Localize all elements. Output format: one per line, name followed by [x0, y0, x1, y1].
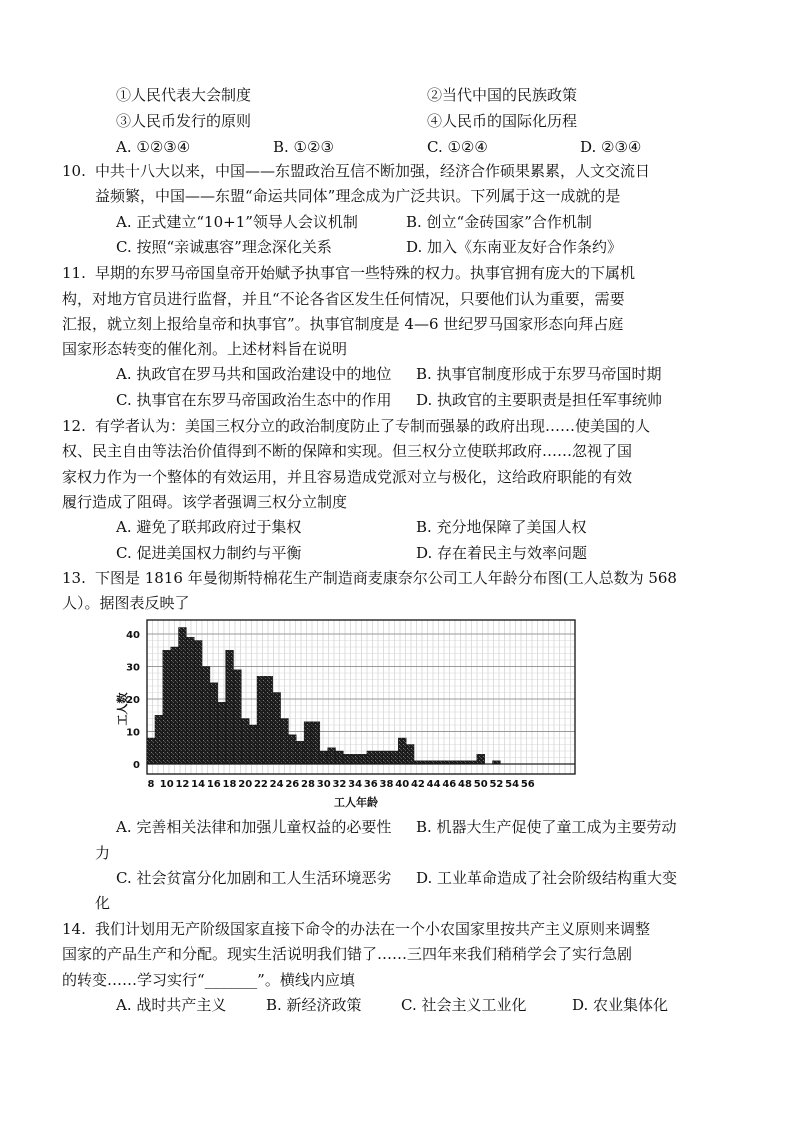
- q9-item-3: ③人民币发行的原则: [116, 112, 252, 130]
- q11-option-c[interactable]: C. 执事官在东罗马帝国政治生态中的作用: [116, 391, 392, 409]
- bar: [351, 754, 359, 764]
- q13-option-c[interactable]: C. 社会贫富分化加剧和工人生活环境恶劣: [116, 869, 392, 887]
- q9-option-d[interactable]: D. ②③④: [580, 138, 642, 156]
- q13-option-b-wrap: 力: [95, 844, 111, 862]
- y-tick-label: 40: [126, 630, 140, 641]
- x-tick-label: 34: [348, 779, 363, 790]
- x-tick-label: 20: [238, 779, 253, 790]
- bar: [281, 719, 289, 765]
- q9-item-1: ①人民代表大会制度: [116, 86, 252, 104]
- bar: [406, 745, 414, 765]
- bar: [194, 641, 202, 765]
- q12-stem-line: 权、民主自由等法治价值得到不断的保障和实现。但三权分立使联邦政府……忽视了国: [62, 442, 633, 460]
- x-tick-label: 10: [159, 779, 174, 790]
- x-tick-label: 54: [505, 779, 520, 790]
- q9-item-4: ④人民币的国际化历程: [427, 112, 578, 130]
- bar: [493, 761, 501, 764]
- x-tick-label: 48: [458, 779, 472, 790]
- x-tick-label: 42: [410, 779, 425, 790]
- q14-option-c[interactable]: C. 社会主义工业化: [401, 996, 527, 1014]
- bar: [312, 722, 320, 764]
- q12-option-b[interactable]: B. 充分地保障了美国人权: [416, 518, 587, 536]
- x-tick-label: 44: [426, 779, 441, 790]
- q12-stem-line: 家权力作为一个整体的有效运用，并且容易造成党派对立与极化，这给政府职能的有效: [62, 468, 633, 486]
- bar: [367, 751, 375, 764]
- bar: [414, 761, 422, 764]
- q13-option-a[interactable]: A. 完善相关法律和加强儿童权益的必要性: [116, 818, 392, 836]
- q12-number: 12.: [62, 417, 86, 435]
- bar: [257, 676, 265, 764]
- bar: [390, 751, 398, 764]
- bar: [336, 751, 344, 764]
- q14-stem-line: 国家的产品生产和分配。现实生活说明我们错了……三四年来我们稍稍学会了实行急剧: [62, 945, 633, 963]
- q9-option-c[interactable]: C. ①②④: [427, 138, 488, 156]
- bar: [469, 761, 477, 764]
- x-tick-label: 36: [363, 779, 378, 790]
- q11-option-d[interactable]: D. 执政官的主要职责是担任军事统帅: [416, 391, 663, 409]
- x-tick-label: 40: [395, 779, 410, 790]
- x-tick-label: 16: [206, 779, 221, 790]
- x-tick-label: 30: [316, 779, 331, 790]
- y-tick-label: 0: [133, 760, 140, 771]
- q13-number: 13.: [62, 569, 86, 587]
- q14-option-b[interactable]: B. 新经济政策: [266, 996, 362, 1014]
- q14-option-a[interactable]: A. 战时共产主义: [116, 996, 227, 1014]
- q10-stem-line: 益频繁，中国——东盟“命运共同体”理念成为广泛共识。下列属于这一成就的是: [95, 187, 621, 205]
- q9-item-2: ②当代中国的民族政策: [427, 86, 578, 104]
- age-distribution-chart: [112, 614, 582, 810]
- bar: [438, 761, 446, 764]
- bar: [304, 722, 312, 764]
- bar: [163, 650, 171, 764]
- bar: [179, 628, 187, 765]
- q13-option-d[interactable]: D. 工业革命造成了社会阶级结构重大变: [416, 869, 678, 887]
- x-tick-label: 24: [269, 779, 284, 790]
- bar: [461, 761, 469, 764]
- q14-stem-line: 我们计划用无产阶级国家直接下命令的办法在一个小农国家里按共产主义原则来调整: [95, 920, 651, 938]
- bar: [477, 754, 485, 764]
- q10-option-d[interactable]: D. 加入《东南亚友好合作条约》: [406, 238, 623, 256]
- bar: [343, 754, 351, 764]
- x-tick-label: 32: [332, 779, 347, 790]
- bar: [155, 715, 163, 764]
- y-tick-label: 10: [126, 727, 140, 739]
- y-tick-label: 30: [126, 662, 140, 674]
- x-tick-label: 50: [473, 779, 488, 790]
- q11-stem-line: 早期的东罗马帝国皇帝开始赋予执事官一些特殊的权力。执事官拥有庞大的下属机: [95, 264, 636, 282]
- q13-stem-line: 人）。据图表反映了: [62, 594, 190, 612]
- q10-option-c[interactable]: C. 按照“亲诚惠容”理念深化关系: [116, 238, 332, 256]
- bar: [430, 761, 438, 764]
- q13-option-d-wrap: 化: [95, 894, 111, 912]
- x-tick-label: 14: [191, 779, 206, 790]
- x-tick-label: 22: [253, 779, 268, 790]
- x-tick-label: 18: [222, 779, 237, 790]
- bar: [249, 725, 257, 764]
- bar-series: [147, 628, 500, 765]
- y-tick-label: 20: [126, 695, 140, 706]
- q12-stem-line: 有学者认为：美国三权分立的政治制度防止了专制而强暴的政府出现……使美国的人: [95, 417, 651, 435]
- bar: [273, 693, 281, 765]
- q14-stem-line: 的转变……学习实行“_______”。横线内应填: [62, 971, 355, 989]
- q12-option-c[interactable]: C. 促进美国权力制约与平衡: [116, 544, 302, 562]
- x-tick-label: 8: [147, 779, 155, 790]
- bar: [453, 761, 461, 764]
- q11-option-a[interactable]: A. 执政官在罗马共和国政治建设中的地位: [116, 365, 392, 383]
- q10-option-a[interactable]: A. 正式建立“10+1”领导人会议机制: [116, 213, 358, 231]
- q12-stem-line: 履行造成了阻碍。该学者强调三权分立制度: [62, 493, 348, 511]
- x-tick-label: 12: [175, 779, 190, 790]
- y-axis-label: 工人数: [116, 692, 129, 726]
- bar: [398, 738, 406, 764]
- x-tick-label: 52: [489, 779, 504, 790]
- bar: [375, 751, 383, 764]
- x-axis-label: 工人年龄: [334, 796, 378, 809]
- bar: [147, 738, 155, 764]
- bar: [359, 754, 367, 764]
- x-tick-label: 56: [520, 779, 535, 790]
- bar: [383, 751, 391, 764]
- q12-option-d[interactable]: D. 存在着民主与效率问题: [416, 544, 588, 562]
- q13-stem-line: 下图是 1816 年曼彻斯特棉花生产制造商麦康奈尔公司工人年龄分布图(工人总数为 568: [95, 569, 677, 587]
- bar: [218, 702, 226, 764]
- x-tick-label: 26: [285, 779, 300, 790]
- x-tick-label: 46: [442, 779, 457, 790]
- q11-stem-line: 构，对地方官员进行监督，并且“不论各省区发生任何情况，只要他们认为重要，需要: [62, 290, 625, 308]
- q10-option-b[interactable]: B. 创立“金砖国家”合作机制: [406, 213, 592, 231]
- q14-number: 14.: [62, 920, 86, 938]
- bar: [186, 637, 194, 764]
- q11-stem-line: 国家形态转变的催化剂。上述材料旨在说明: [62, 340, 348, 358]
- bar: [288, 735, 296, 764]
- bar: [296, 741, 304, 764]
- q11-stem-line: 汇报，就立刻上报给皇帝和执事官”。执事官制度是 4—6 世纪罗马国家形态向拜占庭: [62, 315, 624, 333]
- q11-option-b[interactable]: B. 执事官制度形成于东罗马帝国时期: [416, 365, 662, 383]
- bar: [422, 761, 430, 764]
- bar: [171, 647, 179, 764]
- bar: [320, 751, 328, 764]
- q14-option-d[interactable]: D. 农业集体化: [572, 996, 669, 1014]
- bar: [241, 719, 249, 765]
- x-tick-labels: [148, 779, 535, 790]
- x-tick-label: 38: [379, 779, 394, 790]
- x-tick-label: 28: [301, 779, 315, 790]
- q13-option-b[interactable]: B. 机器大生产促使了童工成为主要劳动: [416, 818, 677, 836]
- q12-option-a[interactable]: A. 避免了联邦政府过于集权: [116, 518, 302, 536]
- q11-number: 11.: [62, 264, 86, 282]
- bar: [210, 683, 218, 764]
- bar: [445, 761, 453, 764]
- q10-stem-line: 中共十八大以来，中国——东盟政治互信不断加强，经济合作硕果累累，人文交流日: [95, 162, 651, 180]
- bar: [265, 676, 273, 764]
- q9-option-a[interactable]: A. ①②③④: [116, 138, 191, 156]
- q9-option-b[interactable]: B. ①②③: [273, 138, 334, 156]
- bar: [233, 670, 241, 764]
- q10-number: 10.: [62, 162, 86, 180]
- bar: [202, 667, 210, 765]
- bar: [226, 650, 234, 764]
- bar: [328, 748, 336, 764]
